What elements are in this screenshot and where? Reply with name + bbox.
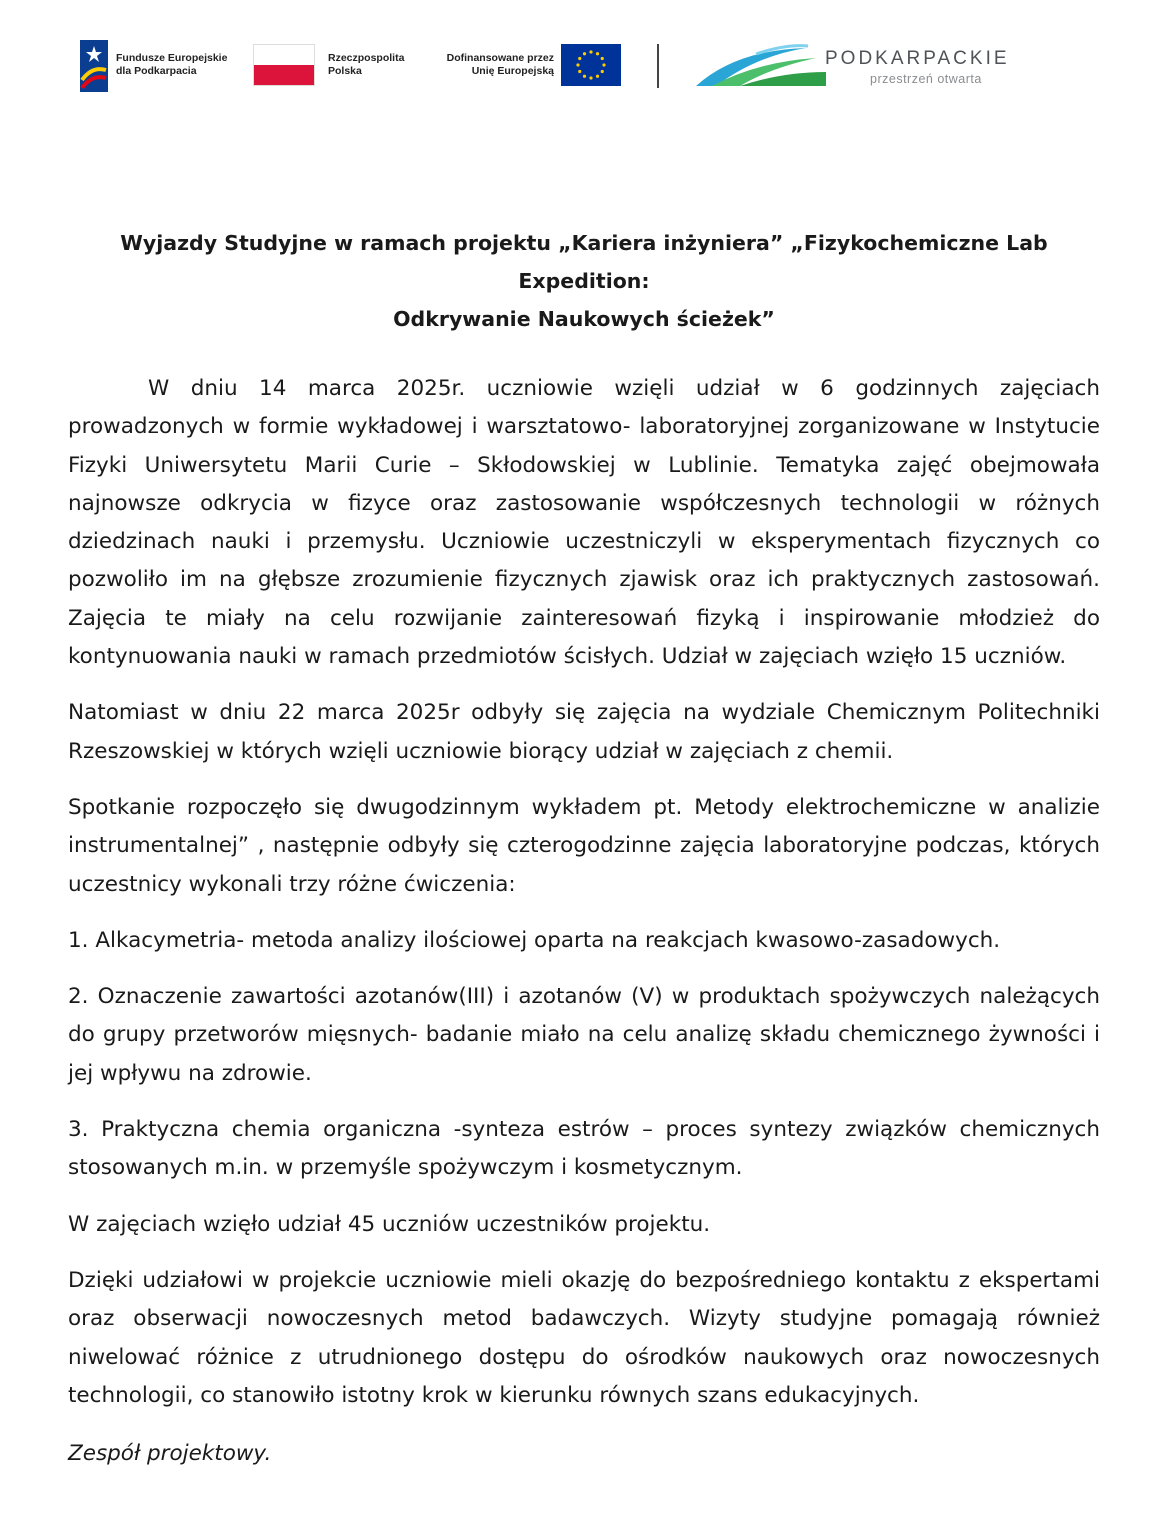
list-item-3: 3. Praktyczna chemia organiczna -synteza estrów – proces syntezy związków chemicznych stosowanych m.in. w przemyśle spożywczym i kosmetycznym.	[68, 1117, 1100, 1181]
list-item-2: 2. Oznaczenie zawartości azotanów(III) i azotanów (V) w produktach spożywczych należących do grupy przetworów mięsnych- badanie miało na celu analizę składu chemicznego żywności i jej wpływu na zdrowie.	[68, 984, 1100, 1086]
eu-star-icon	[583, 52, 586, 55]
paragraph-lecture: Spotkanie rozpoczęło się dwugodzinnym wykładem pt. Metody elektrochemiczne w analizie instrumentalnej” , następnie odbyły się czterogodzinne zajęcia laboratoryjne podczas, których uczestnicy wykonali trzy różne ćwiczenia:	[68, 794, 1100, 897]
list-item-1: 1. Alkacymetria- metoda analizy ilościowej oparta na reakcjach kwasowo-zasadowych.	[68, 927, 1001, 953]
logo-divider	[657, 44, 659, 88]
eu-star-icon	[589, 76, 592, 79]
eu-star-icon	[576, 63, 579, 66]
podkarpackie-name: PODKARPACKIE	[825, 48, 1010, 69]
eu-star-icon	[596, 52, 599, 55]
title-line-1: Wyjazdy Studyjne w ramach projektu „Kariera inżyniera” „Fizykochemiczne Lab Expedition:	[120, 231, 1048, 293]
eu-star-icon	[589, 50, 592, 53]
podkarpackie-logo	[696, 42, 836, 88]
signature: Zespół projektowy.	[68, 1441, 272, 1467]
fundusze-europejskie-logo	[80, 40, 108, 92]
document-title	[68, 224, 1100, 338]
document-body	[68, 370, 1100, 1491]
eu-star-icon	[596, 75, 599, 78]
eu-cofinancing-text: Dofinansowane przez Unię Europejską	[446, 52, 554, 77]
paragraph-summary: Dzięki udziałowi w projekcie uczniowie mieli okazję do bezpośredniego kontaktu z ekspertami oraz obserwacji nowoczesnych metod badawczych. Wizyty studyjne pomagają również niwelować różnice z utrudnionego dostępu do ośrodków naukowych oraz nowoczesnych technologii, co stanowiło istotny krok w kierunku równych szans edukacyjnych.	[68, 1267, 1100, 1408]
paragraph-rzeszow: Natomiast w dniu 22 marca 2025r odbyły się zajęcia na wydziale Chemicznym Politechniki Rzeszowskiej w których wzięli uczniowie biorący udział w zajęciach z chemii.	[68, 700, 1100, 764]
fundusze-europejskie-text: Fundusze Europejskie dla Podkarpacia	[116, 52, 228, 77]
eu-star-icon	[601, 70, 604, 73]
rzeczpospolita-text: Rzeczpospolita Polska	[328, 52, 405, 77]
polish-flag	[253, 44, 315, 86]
eu-star-icon	[601, 57, 604, 60]
paragraph-participants: W zajęciach wzięło udział 45 uczniów uczestników projektu.	[68, 1211, 711, 1237]
eu-star-icon	[578, 57, 581, 60]
eu-star-icon	[602, 63, 605, 66]
eu-flag	[561, 44, 621, 86]
podkarpackie-tagline: przestrzeń otwarta	[870, 72, 982, 86]
eu-star-icon	[583, 75, 586, 78]
paragraph-lublin: W dniu 14 marca 2025r. uczniowie wzięli udział w 6 godzinnych zajęciach prowadzonych w formie wykładowej i warsztatowo- laboratoryjnej zorganizowane w Instytucie Fizyki Uniwersytetu Marii Curie – Skłodowskiej w Lublinie. Tematyka zajęć obejmowała najnowsze odkrycia w fizyce oraz zastosowanie współczesnych technologii w różnych dziedzinach nauki i przemysłu. Uczniowie uczestniczyli w eksperymentach fizycznych co pozwoliło im na głębsze zrozumienie fizycznych zjawisk oraz ich praktycznych zastosowań. Zajęcia te miały na celu rozwijanie zainteresowań fizyką i inspirowanie młodzież do kontynuowania nauki w ramach przedmiotów ścisłych. Udział w zajęciach wzięło 15 uczniów.	[68, 376, 1100, 670]
eu-star-icon	[578, 70, 581, 73]
logo-bar	[80, 36, 1040, 98]
title-line-2: Odkrywanie Naukowych ścieżek”	[393, 307, 775, 331]
